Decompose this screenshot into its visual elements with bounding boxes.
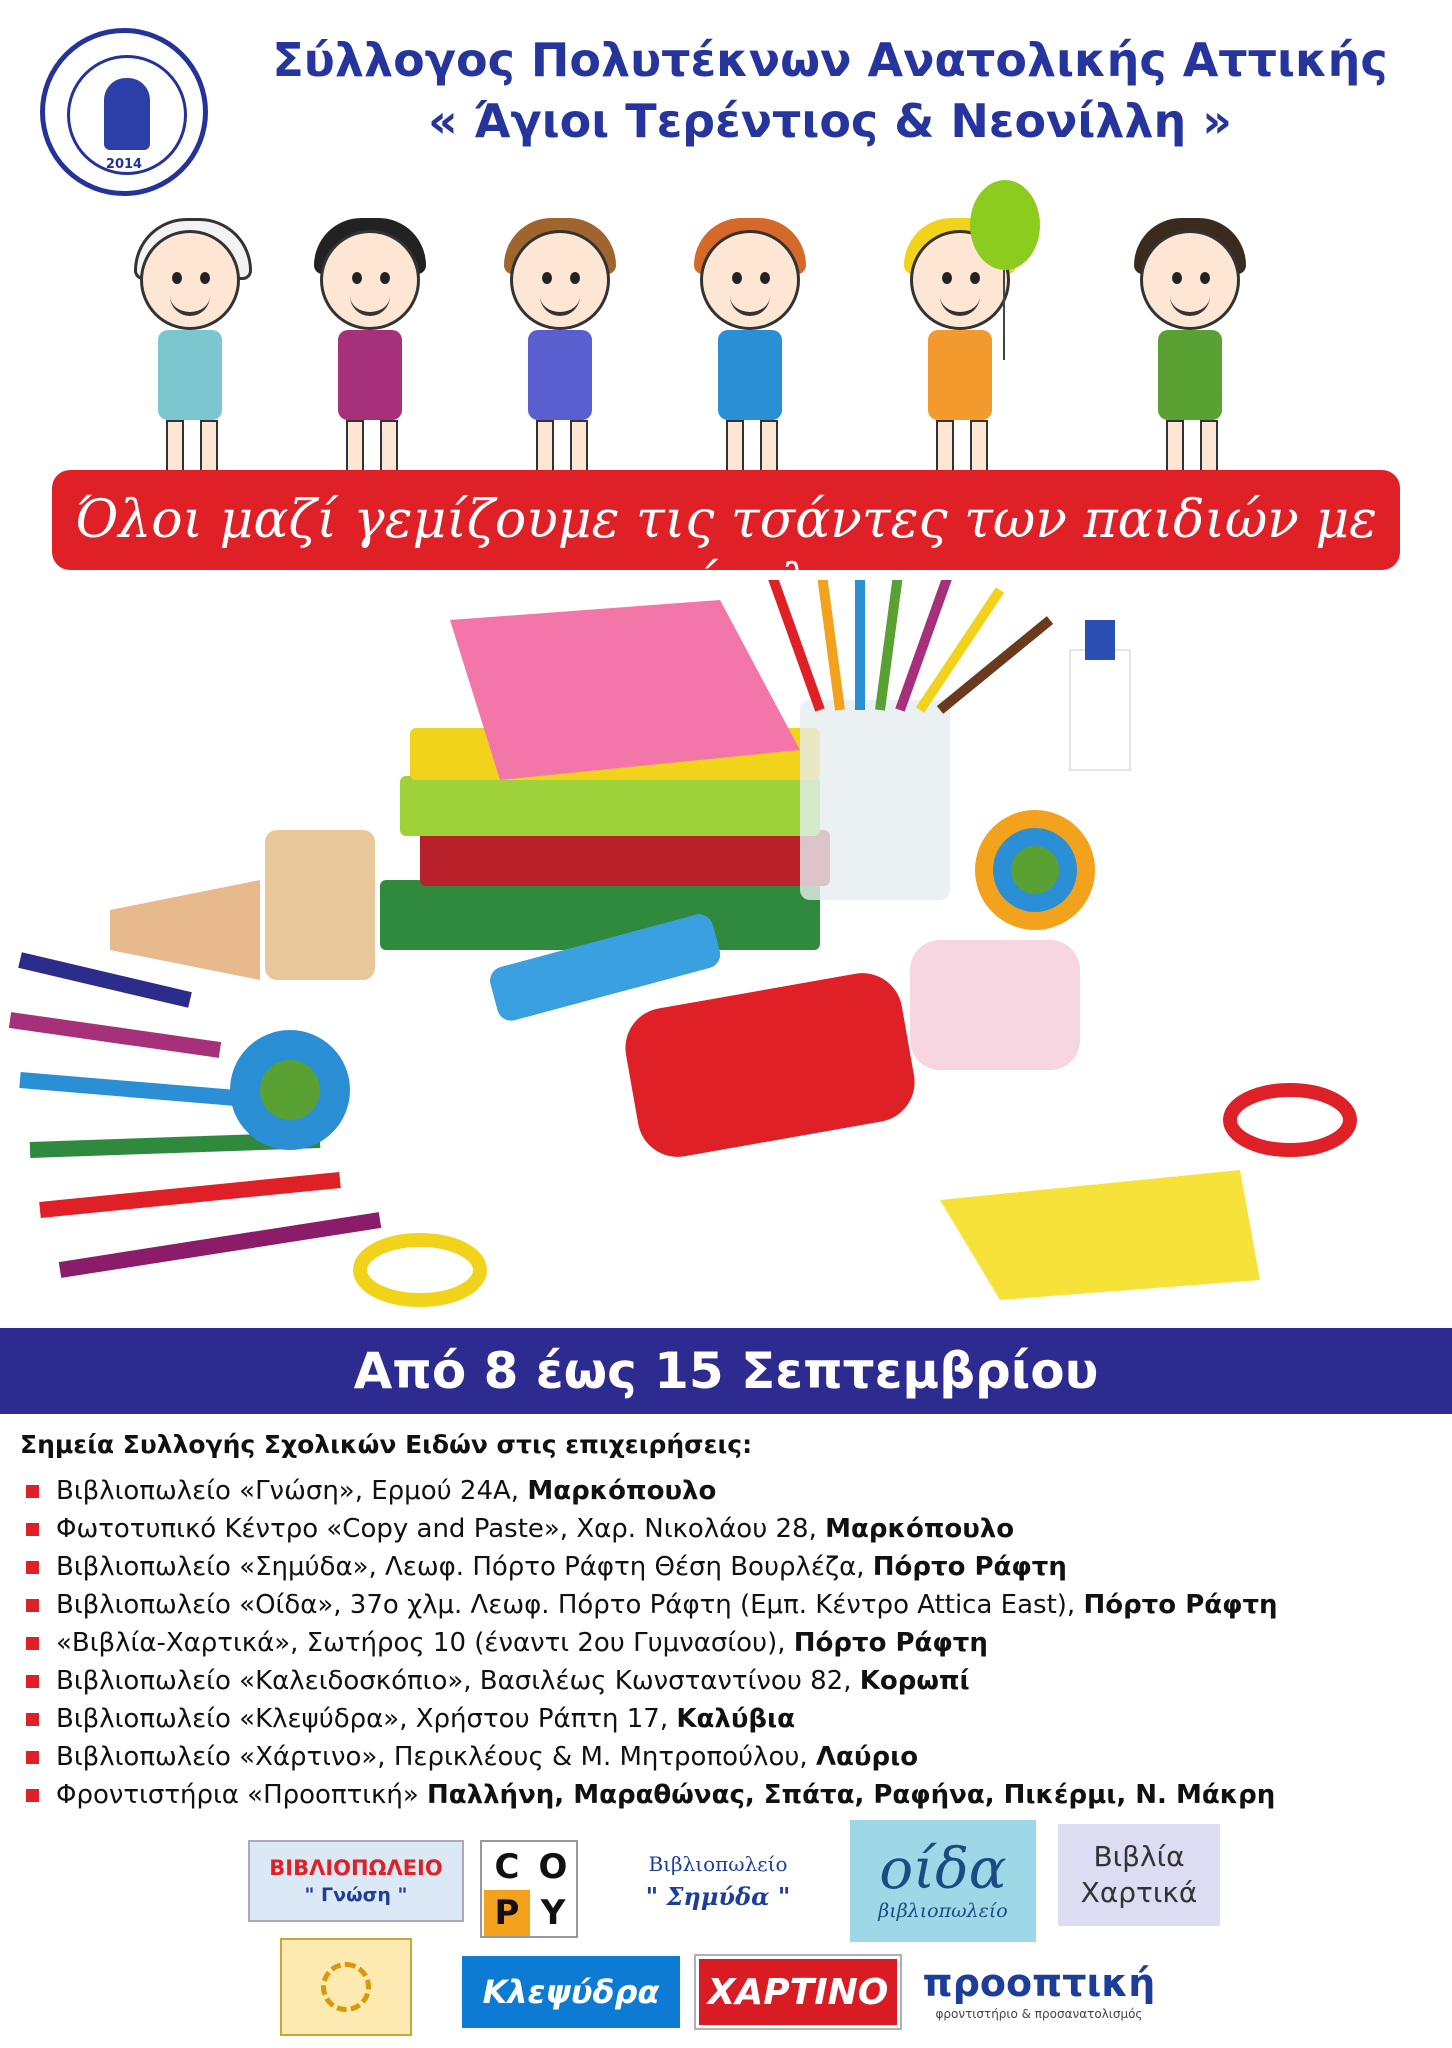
collection-point-place: Μαρκόπουλο: [825, 1514, 1015, 1544]
saint-figure-icon: [104, 78, 150, 150]
collection-point-place: Καλύβια: [676, 1704, 795, 1734]
collection-point-place: Λαύριο: [815, 1742, 919, 1772]
slogan-banner: [52, 470, 1400, 570]
logo-klepsydra: Κλεψύδρα: [462, 1956, 680, 2028]
collection-point-item: [20, 1662, 1440, 1700]
logo-gnosi-line2: " Γνώση ": [304, 1884, 408, 1906]
collection-point-text: Βιβλιοπωλείο «Σημύδα», Λεωφ. Πόρτο Ράφτη Θέση Βουρλέζα,: [56, 1552, 873, 1582]
copy-letter: O: [538, 1847, 568, 1887]
logo-vivlia-line2: Χαρτικά: [1080, 1876, 1198, 1909]
collection-point-place: Μαρκόπουλο: [527, 1476, 717, 1506]
association-title: [230, 30, 1430, 152]
collection-point-place: Πόρτο Ράφτη: [872, 1552, 1067, 1582]
logo-oida-line2: βιβλιοπωλείο: [878, 1900, 1008, 1922]
kid-figure: [300, 190, 440, 480]
bullet-square-icon: [26, 1637, 39, 1650]
logo-oida-line1: οίδα: [879, 1837, 1007, 1902]
collection-point-text: Φωτοτυπικό Κέντρο «Copy and Paste», Χαρ. Νικολάου 28,: [56, 1514, 826, 1544]
collection-point-place: Πόρτο Ράφτη: [1083, 1590, 1278, 1620]
collection-point-text: Βιβλιοπωλείο «Καλειδοσκόπιο», Βασιλέως Κωνσταντίνου 82,: [56, 1666, 860, 1696]
logo-smyda: [596, 1840, 840, 1922]
date-text: Από 8 έως 15 Σεπτεμβρίου: [353, 1342, 1099, 1400]
collection-points-list: [20, 1472, 1440, 1814]
slogan-text: Όλοι μαζί γεμίζουμε τις τσάντες των παιδιών με: [74, 490, 1378, 550]
balloon-icon: [970, 180, 1040, 270]
collection-point-text: Βιβλιοπωλείο «Χάρτινο», Περικλέους & Μ. Μητροπούλου,: [56, 1742, 816, 1772]
collection-point-place: Κορωπί: [859, 1666, 970, 1696]
logo-copy-paste: [480, 1840, 578, 1938]
glue-icon: [1070, 650, 1130, 770]
sticky-notes: [910, 940, 1080, 1070]
kaleidoscope-icon: [321, 1962, 371, 2012]
logo-vivlia-line1: Βιβλία: [1093, 1840, 1185, 1873]
bullet-square-icon: [26, 1561, 39, 1574]
title-line-1: Σύλλογος Πολυτέκνων Ανατολικής Αττικής: [272, 33, 1388, 87]
bullet-square-icon: [26, 1675, 39, 1688]
collection-point-place: Παλλήνη, Μαραθώνας, Σπάτα, Ραφήνα, Πικέρμι, Ν. Μάκρη: [427, 1780, 1276, 1810]
logo-year: 2014: [105, 157, 143, 172]
bullet-square-icon: [26, 1485, 39, 1498]
logo-oida: [850, 1820, 1036, 1942]
logo-smyda-line2: " Σημύδα ": [645, 1881, 791, 1911]
header: [0, 0, 1452, 200]
title-line-2: « Άγιοι Τερέντιος & Νεονίλλη »: [427, 94, 1232, 148]
kid-figure: [1120, 190, 1260, 480]
bullet-square-icon: [26, 1789, 39, 1802]
collection-point-item: [20, 1548, 1440, 1586]
logo-gnosi: [248, 1840, 464, 1922]
collection-point-item: [20, 1776, 1440, 1814]
collection-point-item: [20, 1700, 1440, 1738]
logo-vivlia-xartika: [1058, 1824, 1220, 1926]
collection-point-text: «Βιβλία-Χαρτικά», Σωτήρος 10 (έναντι 2ου Γυμνασίου),: [56, 1628, 794, 1658]
bullet-square-icon: [26, 1599, 39, 1612]
logo-prooptiki-line2: φροντιστήριο & προσανατολισμός: [935, 2007, 1143, 2021]
collection-point-text: Βιβλιοπωλείο «Οίδα», 37ο χλμ. Λεωφ. Πόρτο Ράφτη (Εμπ. Κέντρο Attica East),: [56, 1590, 1084, 1620]
collection-point-item: [20, 1738, 1440, 1776]
collection-point-item: [20, 1624, 1440, 1662]
kid-figure: [490, 190, 630, 480]
collection-point-item: [20, 1472, 1440, 1510]
logo-smyda-line1: Βιβλιοπωλείο: [648, 1851, 788, 1876]
wooden-holder: [265, 830, 375, 980]
bullet-square-icon: [26, 1713, 39, 1726]
collection-point-text: Βιβλιοπωλείο «Γνώση», Ερμού 24Α,: [56, 1476, 528, 1506]
school-supplies-photo: [0, 580, 1452, 1320]
kids-illustration: [90, 180, 1370, 480]
collection-point-place: Πόρτο Ράφτη: [793, 1628, 988, 1658]
logo-kaleidoskopio: [280, 1938, 412, 2036]
logo-prooptiki-line1: προοπτική: [922, 1961, 1156, 2005]
sponsor-logos: [0, 1820, 1452, 2048]
collection-point-item: [20, 1586, 1440, 1624]
kid-figure: [680, 190, 820, 480]
copy-letter: C: [494, 1847, 520, 1887]
bullet-square-icon: [26, 1523, 39, 1536]
copy-letter: P: [484, 1890, 530, 1936]
kid-figure: [120, 190, 260, 480]
association-logo: [40, 28, 208, 196]
logo-gnosi-line1: ΒΙΒΛΙΟΠΩΛΕΙΟ: [269, 1856, 443, 1880]
copy-letter: Y: [540, 1893, 566, 1933]
date-banner: [0, 1328, 1452, 1414]
collection-point-text: Βιβλιοπωλείο «Κλεψύδρα», Χρήστου Ράπτη 17,: [56, 1704, 677, 1734]
balloon-string: [1003, 270, 1005, 360]
logo-xartino: ΧΑΡΤΙΝΟ: [696, 1956, 900, 2028]
collection-point-item: [20, 1510, 1440, 1548]
logo-prooptiki: [920, 1946, 1158, 2036]
collection-heading: Σημεία Συλλογής Σχολικών Ειδών στις επιχειρήσεις:: [20, 1430, 753, 1459]
bullet-square-icon: [26, 1751, 39, 1764]
collection-point-text: Φροντιστήρια «Προοπτική»: [56, 1780, 428, 1810]
